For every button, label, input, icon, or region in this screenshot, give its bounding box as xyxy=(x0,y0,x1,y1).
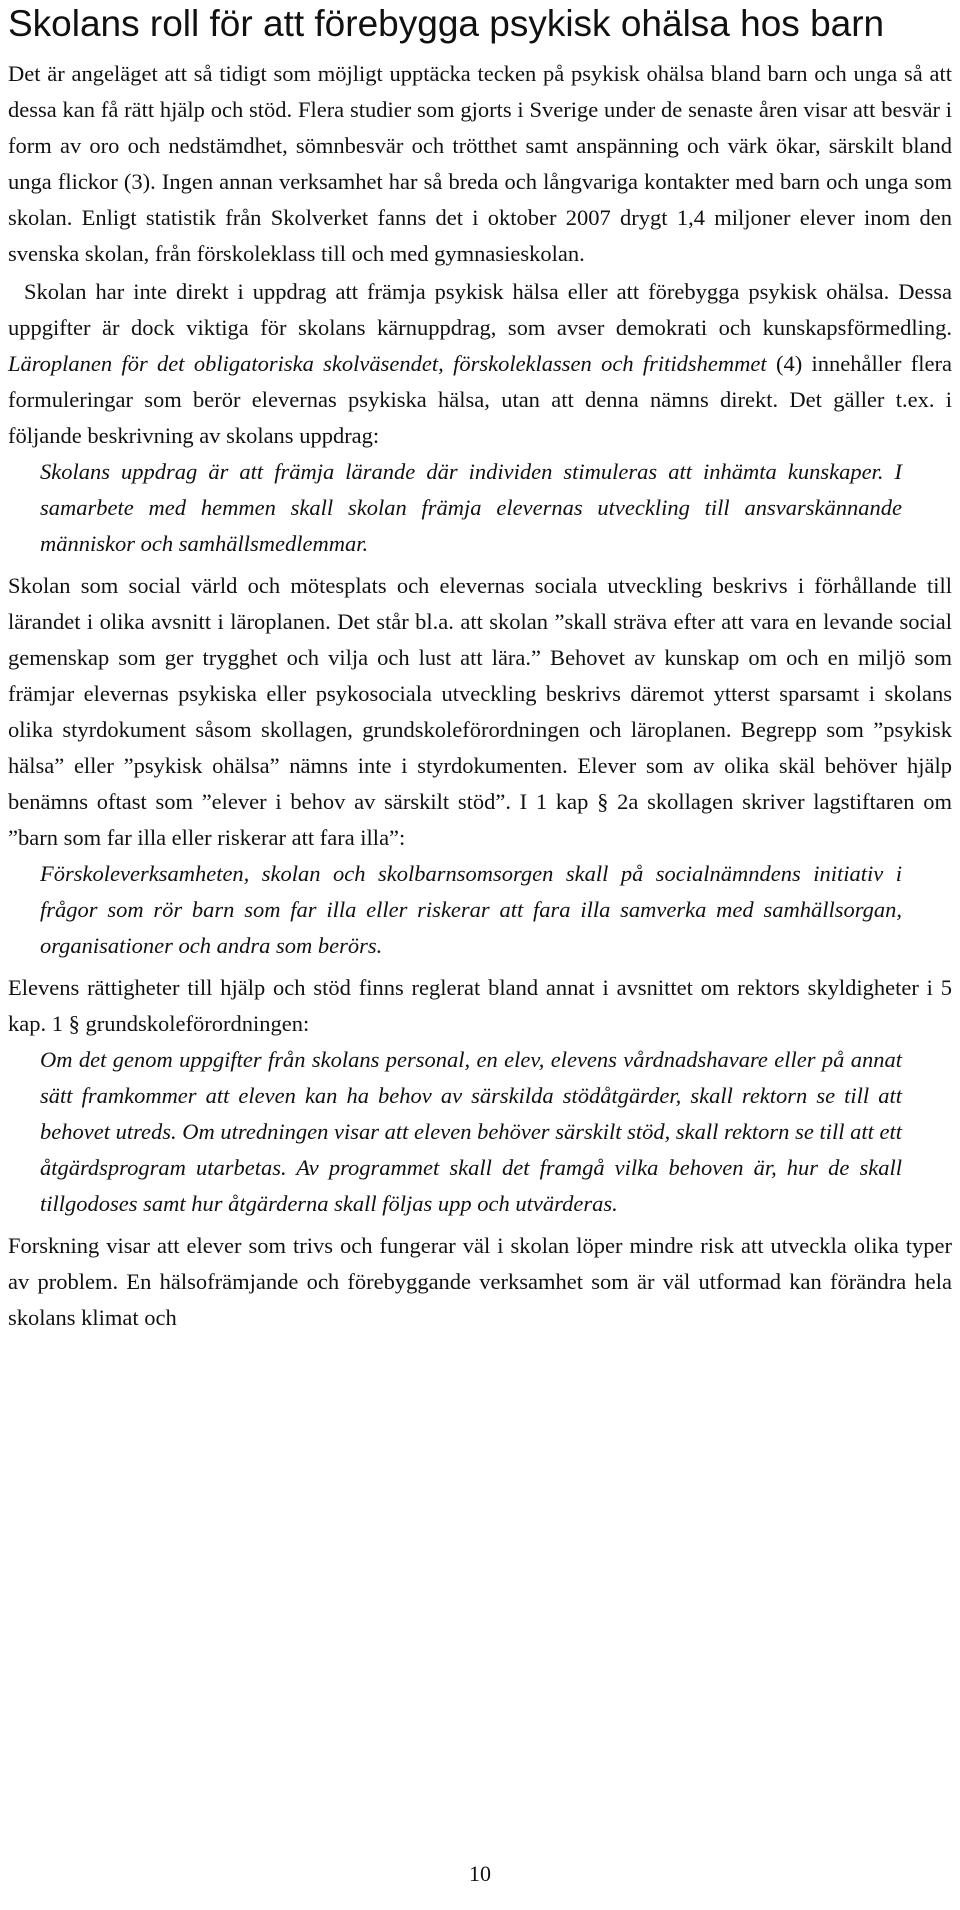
quote-grundskoleforordningen: Om det genom uppgifter från skolans personal, en elev, elevens vårdnadshavare eller på annat sätt framkommer att eleven kan ha behov av särskilda stödåtgärder, skall rektorn se till att behovet utreds. Om utredningen visar att eleven behöver särskilt stöd, skall rektorn se till att ett åtgärdsprogram utarbetas. Av programmet skall det framgå vilka behoven är, hur de skall tillgodoses samt hur åtgärderna skall följas upp och utvärderas. xyxy=(40,1047,902,1216)
paragraph-uppdrag-text-b: (4) innehåller flera formuleringar som berör elevernas psykiska hälsa, utan att denna nämns direkt. Det gäller t.ex. i följande beskrivning av skolans uppdrag: xyxy=(8,351,952,448)
paragraph-uppdrag xyxy=(8,274,952,454)
paragraph-forskning: Forskning visar att elever som trivs och fungerar väl i skolan löper mindre risk att utveckla olika typer av problem. En hälsofrämjande och förebyggande verksamhet som är väl utformad kan förändra hela skolans klimat och xyxy=(8,1233,952,1330)
page-title: Skolans roll för att förebygga psykisk ohälsa hos barn xyxy=(8,3,885,44)
paragraph-social-varld: Skolan som social värld och mötesplats och elevernas sociala utveckling beskrivs i förhållande till lärandet i olika avsnitt i läroplanen. Det står bl.a. att skolan ”skall sträva efter att vara en levande social gemenskap som ger trygghet och vilja och lust att lära.” Behovet av kunskap om och en miljö som främjar elevernas psykiska eller psykosociala utveckling beskrivs däremot ytterst sparsamt i skolans olika styrdokument såsom skollagen, grundskoleförordningen och läroplanen. Begrepp som ”psykisk hälsa” eller ”psykisk ohälsa” nämns inte i styrdokumenten. Elever som av olika skäl behöver hjälp benämns oftast som ”elever i behov av särskilt stöd”. I 1 kap § 2a skollagen skriver lagstiftaren om ”barn som far illa eller riskerar att fara illa”: xyxy=(8,573,952,850)
paragraph-elevens-rattigheter: Elevens rättigheter till hjälp och stöd finns reglerat bland annat i avsnittet om rektors skyldigheter i 5 kap. 1 § grundskoleförordningen: xyxy=(8,975,952,1036)
paragraph-uppdrag-text-a: Skolan har inte direkt i uppdrag att främja psykisk hälsa eller att förebygga psykisk ohälsa. Dessa uppgifter är dock viktiga för skolans kärnuppdrag, som avser demokrati och kunskapsförmedling. xyxy=(8,279,952,340)
paragraph-intro: Det är angeläget att så tidigt som möjligt upptäcka tecken på psykisk ohälsa bland barn och unga så att dessa kan få rätt hjälp och stöd. Flera studier som gjorts i Sverige under de senaste åren visar att besvär i form av oro och nedstämdhet, sömnbesvär och trötthet samt anspänning och värk ökar, särskilt bland unga flickor (3). Ingen annan verksamhet har så breda och långvariga kontakter med barn och unga som skolan. Enligt statistik från Skolverket fanns det i oktober 2007 drygt 1,4 miljoner elever inom den svenska skolan, från förskoleklass till och med gymnasieskolan. xyxy=(8,61,952,266)
quote-skollagen: Förskoleverksamheten, skolan och skolbarnsomsorgen skall på socialnämndens initiativ i frågor som rör barn som far illa eller riskerar att fara illa samverka med samhällsorgan, organisationer och andra som berörs. xyxy=(40,861,902,958)
paragraph-uppdrag-curriculum-title: Läroplanen för det obligatoriska skolväsendet, förskoleklassen och fritidshemmet xyxy=(8,351,767,376)
quote-skolans-uppdrag: Skolans uppdrag är att främja lärande där individen stimuleras att inhämta kunskaper. I samarbete med hemmen skall skolan främja elevernas utveckling till ansvarskännande människor och samhällsmedlemmar. xyxy=(40,459,902,556)
page-number: 10 xyxy=(469,1861,491,1886)
